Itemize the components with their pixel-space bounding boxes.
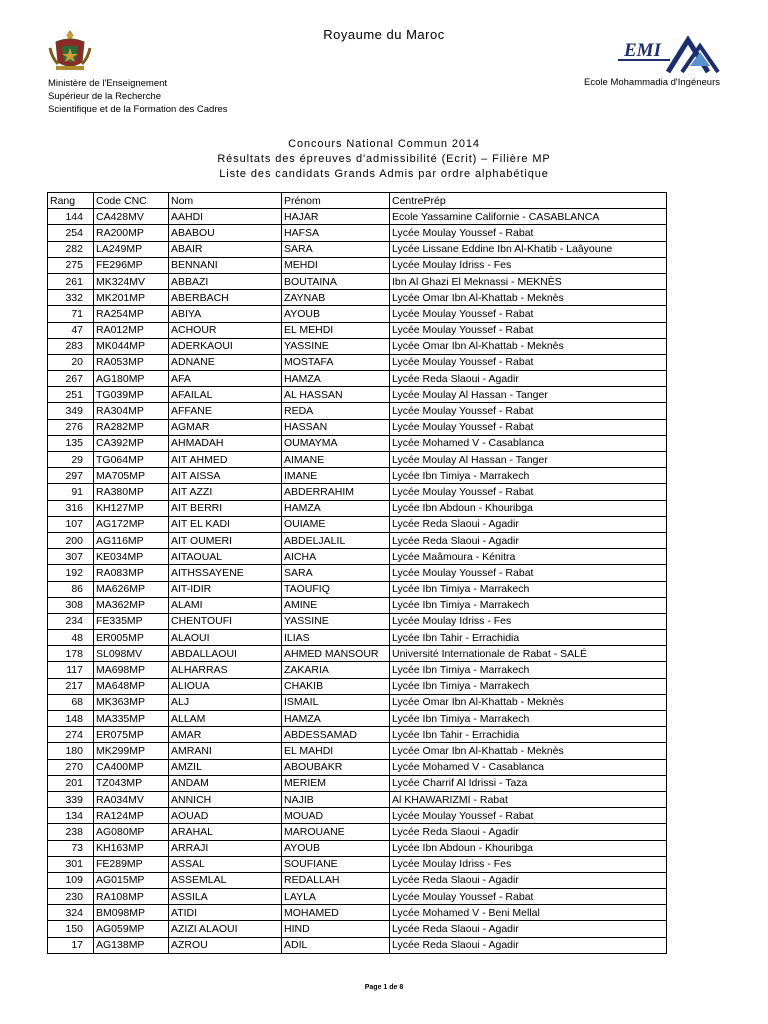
cell-centre: Lycée Ibn Tahir - Errachidia: [390, 630, 667, 646]
cell-code: RA304MP: [94, 403, 169, 419]
cell-nom: AOUAD: [169, 808, 282, 824]
cell-centre: Lycée Reda Slaoui - Agadir: [390, 937, 667, 953]
table-row: [48, 273, 667, 289]
cell-code: TG064MP: [94, 452, 169, 468]
cell-nom: AFFANE: [169, 403, 282, 419]
table-row: [48, 500, 667, 516]
cell-prenom: REDA: [282, 403, 390, 419]
cell-centre: Lycée Lissane Eddine Ibn Al-Khatib - Laâyoune: [390, 241, 667, 257]
cell-centre: Lycée Moulay Youssef - Rabat: [390, 225, 667, 241]
cell-prenom: HAJAR: [282, 209, 390, 225]
cell-nom: ARAHAL: [169, 824, 282, 840]
table-body: [48, 209, 667, 954]
cell-prenom: OUMAYMA: [282, 435, 390, 451]
table-row: [48, 516, 667, 532]
cell-rank: 148: [48, 711, 94, 727]
cell-prenom: LAYLA: [282, 889, 390, 905]
cell-prenom: IMANE: [282, 468, 390, 484]
cell-rank: 274: [48, 727, 94, 743]
cell-code: MK324MV: [94, 273, 169, 289]
cell-code: RA124MP: [94, 808, 169, 824]
cell-nom: AIT AISSA: [169, 468, 282, 484]
cell-code: RA254MP: [94, 306, 169, 322]
cell-centre: Lycée Moulay Al Hassan - Tanger: [390, 387, 667, 403]
cell-nom: AFA: [169, 371, 282, 387]
cell-rank: 47: [48, 322, 94, 338]
cell-prenom: HAMZA: [282, 500, 390, 516]
cell-centre: Lycée Omar Ibn Al-Khattab - Meknès: [390, 743, 667, 759]
cell-centre: Lycée Reda Slaoui - Agadir: [390, 532, 667, 548]
cell-nom: ASSAL: [169, 856, 282, 872]
cell-centre: Lycée Ibn Timiya - Marrakech: [390, 678, 667, 694]
cell-prenom: HAMZA: [282, 371, 390, 387]
cell-centre: Lycée Moulay Idriss - Fes: [390, 856, 667, 872]
cell-centre: Lycée Moulay Youssef - Rabat: [390, 565, 667, 581]
cell-nom: AMRANI: [169, 743, 282, 759]
cell-code: AG172MP: [94, 516, 169, 532]
cell-centre: Lycée Mohamed V - Beni Mellal: [390, 905, 667, 921]
table-row: [48, 630, 667, 646]
cell-centre: Lycée Moulay Youssef - Rabat: [390, 808, 667, 824]
cell-rank: 308: [48, 597, 94, 613]
cell-code: MA705MP: [94, 468, 169, 484]
cell-rank: 234: [48, 613, 94, 629]
table-header-row: [48, 193, 667, 209]
cell-centre: Lycée Moulay Youssef - Rabat: [390, 306, 667, 322]
table-row: [48, 727, 667, 743]
cell-centre: Lycée Ibn Timiya - Marrakech: [390, 711, 667, 727]
cell-nom: ANDAM: [169, 775, 282, 791]
cell-prenom: SARA: [282, 565, 390, 581]
cell-centre: Lycée Reda Slaoui - Agadir: [390, 921, 667, 937]
cell-nom: AIT EL KADI: [169, 516, 282, 532]
cell-prenom: MEHDI: [282, 257, 390, 273]
cell-rank: 86: [48, 581, 94, 597]
cell-prenom: AICHA: [282, 549, 390, 565]
cell-prenom: MAROUANE: [282, 824, 390, 840]
cell-nom: ALHARRAS: [169, 662, 282, 678]
cell-prenom: ABDESSAMAD: [282, 727, 390, 743]
cell-rank: 201: [48, 775, 94, 791]
cell-rank: 276: [48, 419, 94, 435]
table-row: [48, 937, 667, 953]
table-row: [48, 905, 667, 921]
cell-prenom: ZAYNAB: [282, 290, 390, 306]
cell-centre: Lycée Maâmoura - Kénitra: [390, 549, 667, 565]
cell-nom: AIT AZZI: [169, 484, 282, 500]
table-row: [48, 662, 667, 678]
cell-centre: Lycée Moulay Youssef - Rabat: [390, 403, 667, 419]
cell-centre: Lycée Ibn Abdoun - Khouribga: [390, 500, 667, 516]
cell-centre: Lycée Mohamed V - Casablanca: [390, 759, 667, 775]
cell-code: LA249MP: [94, 241, 169, 257]
cell-code: ER075MP: [94, 727, 169, 743]
cell-code: SL098MV: [94, 646, 169, 662]
page-number: Page 1 de 8: [364, 984, 404, 991]
cell-code: KH127MP: [94, 500, 169, 516]
cell-centre: Lycée Moulay Youssef - Rabat: [390, 889, 667, 905]
cell-rank: 178: [48, 646, 94, 662]
cell-prenom: ISMAIL: [282, 694, 390, 710]
cell-centre: Lycée Moulay Youssef - Rabat: [390, 322, 667, 338]
cell-code: TG039MP: [94, 387, 169, 403]
cell-rank: 68: [48, 694, 94, 710]
cell-code: MA698MP: [94, 662, 169, 678]
column-header-centre: CentrePrép: [390, 193, 667, 209]
cell-rank: 29: [48, 452, 94, 468]
cell-nom: AITAOUAL: [169, 549, 282, 565]
cell-code: AG015MP: [94, 872, 169, 888]
cell-nom: AZIZI ALAOUI: [169, 921, 282, 937]
table-row: [48, 856, 667, 872]
cell-rank: 48: [48, 630, 94, 646]
cell-nom: ALAOUI: [169, 630, 282, 646]
table-row: [48, 775, 667, 791]
cell-centre: Lycée Ibn Tahir - Errachidia: [390, 727, 667, 743]
cell-prenom: AYOUB: [282, 840, 390, 856]
cell-nom: AIT BERRI: [169, 500, 282, 516]
cell-nom: AMZIL: [169, 759, 282, 775]
cell-nom: ARRAJI: [169, 840, 282, 856]
cell-code: MK363MP: [94, 694, 169, 710]
cell-code: CA400MP: [94, 759, 169, 775]
cell-nom: AIT AHMED: [169, 452, 282, 468]
cell-rank: 270: [48, 759, 94, 775]
cell-nom: ABERBACH: [169, 290, 282, 306]
cell-nom: AZROU: [169, 937, 282, 953]
cell-code: MK201MP: [94, 290, 169, 306]
cell-rank: 91: [48, 484, 94, 500]
table-row: [48, 549, 667, 565]
cell-prenom: AYOUB: [282, 306, 390, 322]
cell-rank: 107: [48, 516, 94, 532]
cell-code: RA083MP: [94, 565, 169, 581]
cell-rank: 283: [48, 338, 94, 354]
cell-rank: 297: [48, 468, 94, 484]
cell-prenom: MOUAD: [282, 808, 390, 824]
cell-nom: ASSEMLAL: [169, 872, 282, 888]
school-name: Ecole Mohammadia d'Ingéneurs: [584, 77, 720, 88]
table-row: [48, 322, 667, 338]
cell-prenom: AHMED MANSOUR: [282, 646, 390, 662]
cell-prenom: MERIEM: [282, 775, 390, 791]
cell-nom: AHMADAH: [169, 435, 282, 451]
column-header-code: Code CNC: [94, 193, 169, 209]
table-row: [48, 354, 667, 370]
cell-prenom: EL MEHDI: [282, 322, 390, 338]
cell-prenom: MOHAMED: [282, 905, 390, 921]
cell-centre: Lycée Ibn Timiya - Marrakech: [390, 581, 667, 597]
cell-code: MK299MP: [94, 743, 169, 759]
document-titles: [0, 137, 768, 182]
cell-prenom: HASSAN: [282, 419, 390, 435]
table-row: [48, 889, 667, 905]
cell-rank: 180: [48, 743, 94, 759]
cell-prenom: HAFSA: [282, 225, 390, 241]
table-row: [48, 257, 667, 273]
cell-rank: 230: [48, 889, 94, 905]
cell-rank: 200: [48, 532, 94, 548]
table-row: [48, 565, 667, 581]
cell-prenom: OUIAME: [282, 516, 390, 532]
cell-code: MA648MP: [94, 678, 169, 694]
table-row: [48, 452, 667, 468]
table-row: [48, 484, 667, 500]
cell-centre: Lycée Reda Slaoui - Agadir: [390, 824, 667, 840]
cell-nom: AFAILAL: [169, 387, 282, 403]
cell-centre: Lycée Reda Slaoui - Agadir: [390, 872, 667, 888]
table-row: [48, 581, 667, 597]
cell-centre: Lycée Ibn Timiya - Marrakech: [390, 597, 667, 613]
cell-centre: Lycée Omar Ibn Al-Khattab - Meknès: [390, 290, 667, 306]
cell-code: RA012MP: [94, 322, 169, 338]
cell-centre: Lycée Mohamed V - Casablanca: [390, 435, 667, 451]
cell-nom: AGMAR: [169, 419, 282, 435]
cell-nom: AITHSSAYENE: [169, 565, 282, 581]
cell-rank: 73: [48, 840, 94, 856]
cell-centre: Université Internationale de Rabat - SALÉ: [390, 646, 667, 662]
cell-code: ER005MP: [94, 630, 169, 646]
cell-prenom: ADIL: [282, 937, 390, 953]
table-row: [48, 209, 667, 225]
cell-prenom: HIND: [282, 921, 390, 937]
table-row: [48, 840, 667, 856]
cell-code: RA380MP: [94, 484, 169, 500]
cell-nom: ABABOU: [169, 225, 282, 241]
cell-code: AG180MP: [94, 371, 169, 387]
contest-title: Concours National Commun 2014: [288, 138, 480, 150]
table-row: [48, 290, 667, 306]
cell-rank: 117: [48, 662, 94, 678]
table-row: [48, 613, 667, 629]
cell-rank: 17: [48, 937, 94, 953]
cell-prenom: AMINE: [282, 597, 390, 613]
cell-prenom: YASSINE: [282, 338, 390, 354]
cell-code: KH163MP: [94, 840, 169, 856]
cell-rank: 135: [48, 435, 94, 451]
cell-code: TZ043MP: [94, 775, 169, 791]
cell-prenom: HAMZA: [282, 711, 390, 727]
cell-centre: Lycée Moulay Youssef - Rabat: [390, 484, 667, 500]
cell-code: FE296MP: [94, 257, 169, 273]
cell-centre: Lycée Moulay Youssef - Rabat: [390, 354, 667, 370]
cell-code: MK044MP: [94, 338, 169, 354]
cell-rank: 134: [48, 808, 94, 824]
cell-prenom: ABDERRAHIM: [282, 484, 390, 500]
cell-prenom: TAOUFIQ: [282, 581, 390, 597]
cell-centre: Lycée Moulay Idriss - Fes: [390, 257, 667, 273]
table-row: [48, 435, 667, 451]
cell-code: AG080MP: [94, 824, 169, 840]
cell-rank: 71: [48, 306, 94, 322]
table-row: [48, 791, 667, 807]
table-row: [48, 808, 667, 824]
emi-logo-text: EMI: [624, 40, 661, 61]
ministry-name: Ministère de l'Enseignement Supérieur de la Recherche Scientifique et de la Formation des Cadres: [48, 78, 228, 115]
column-header-nom: Nom: [169, 193, 282, 209]
table-row: [48, 759, 667, 775]
cell-code: AG138MP: [94, 937, 169, 953]
cell-nom: AMAR: [169, 727, 282, 743]
cell-centre: Lycée Moulay Youssef - Rabat: [390, 419, 667, 435]
column-header-prenom: Prénom: [282, 193, 390, 209]
table-row: [48, 743, 667, 759]
cell-code: RA200MP: [94, 225, 169, 241]
cell-prenom: NAJIB: [282, 791, 390, 807]
cell-prenom: ABOUBAKR: [282, 759, 390, 775]
cell-rank: 332: [48, 290, 94, 306]
cell-code: BM098MP: [94, 905, 169, 921]
cell-rank: 254: [48, 225, 94, 241]
cell-rank: 238: [48, 824, 94, 840]
table-row: [48, 306, 667, 322]
cell-nom: ALAMI: [169, 597, 282, 613]
cell-prenom: AIMANE: [282, 452, 390, 468]
table-row: [48, 371, 667, 387]
cell-code: FE335MP: [94, 613, 169, 629]
cell-prenom: SOUFIANE: [282, 856, 390, 872]
cell-centre: Lycée Reda Slaoui - Agadir: [390, 516, 667, 532]
cell-rank: 192: [48, 565, 94, 581]
cell-rank: 251: [48, 387, 94, 403]
table-row: [48, 694, 667, 710]
cell-nom: ADNANE: [169, 354, 282, 370]
cell-rank: 144: [48, 209, 94, 225]
table-row: [48, 872, 667, 888]
cell-nom: ANNICH: [169, 791, 282, 807]
table-row: [48, 403, 667, 419]
table-row: [48, 225, 667, 241]
cell-centre: Lycée Omar Ibn Al-Khattab - Meknès: [390, 338, 667, 354]
cell-code: AG116MP: [94, 532, 169, 548]
cell-code: MA362MP: [94, 597, 169, 613]
cell-prenom: EL MAHDI: [282, 743, 390, 759]
cell-rank: 316: [48, 500, 94, 516]
cell-nom: AIT-IDIR: [169, 581, 282, 597]
cell-centre: Lycée Ibn Abdoun - Khouribga: [390, 840, 667, 856]
cell-prenom: MOSTAFA: [282, 354, 390, 370]
cell-nom: BENNANI: [169, 257, 282, 273]
cell-nom: ASSILA: [169, 889, 282, 905]
cell-nom: CHENTOUFI: [169, 613, 282, 629]
cell-code: RA282MP: [94, 419, 169, 435]
results-title: Résultats des épreuves d'admissibilité (Ecrit) – Filière MP: [217, 153, 551, 165]
cell-nom: ABDALLAOUI: [169, 646, 282, 662]
cell-rank: 301: [48, 856, 94, 872]
cell-nom: ABIYA: [169, 306, 282, 322]
cell-rank: 20: [48, 354, 94, 370]
cell-nom: ALJ: [169, 694, 282, 710]
table-row: [48, 387, 667, 403]
country-title: Royaume du Maroc: [323, 27, 445, 42]
table-row: [48, 646, 667, 662]
cell-centre: Lycée Reda Slaoui - Agadir: [390, 371, 667, 387]
cell-prenom: ILIAS: [282, 630, 390, 646]
table-row: [48, 678, 667, 694]
cell-prenom: AL HASSAN: [282, 387, 390, 403]
table-row: [48, 338, 667, 354]
table-row: [48, 597, 667, 613]
column-header-rank: Rang: [48, 193, 94, 209]
cell-prenom: ABDELJALIL: [282, 532, 390, 548]
table-row: [48, 468, 667, 484]
cell-prenom: ZAKARIA: [282, 662, 390, 678]
table-row: [48, 711, 667, 727]
cell-nom: ABBAZI: [169, 273, 282, 289]
table-row: [48, 532, 667, 548]
cell-centre: Lycée Omar Ibn Al-Khattab - Meknès: [390, 694, 667, 710]
cell-code: RA108MP: [94, 889, 169, 905]
cell-rank: 324: [48, 905, 94, 921]
cell-rank: 217: [48, 678, 94, 694]
cell-rank: 282: [48, 241, 94, 257]
cell-nom: ALIOUA: [169, 678, 282, 694]
cell-centre: Al KHAWARIZMI - Rabat: [390, 791, 667, 807]
cell-prenom: CHAKIB: [282, 678, 390, 694]
cell-centre: Ecole Yassamine Californie - CASABLANCA: [390, 209, 667, 225]
cell-rank: 307: [48, 549, 94, 565]
cell-code: MA335MP: [94, 711, 169, 727]
cell-centre: Lycée Moulay Idriss - Fes: [390, 613, 667, 629]
cell-prenom: YASSINE: [282, 613, 390, 629]
table-row: [48, 824, 667, 840]
cell-nom: AAHDI: [169, 209, 282, 225]
cell-code: CA428MV: [94, 209, 169, 225]
cell-centre: Lycée Charrif Al Idrissi - Taza: [390, 775, 667, 791]
cell-rank: 275: [48, 257, 94, 273]
emi-logo: [610, 32, 722, 74]
cell-nom: ALLAM: [169, 711, 282, 727]
cell-centre: Lycée Ibn Timiya - Marrakech: [390, 468, 667, 484]
cell-rank: 261: [48, 273, 94, 289]
cell-code: FE289MP: [94, 856, 169, 872]
cell-code: KE034MP: [94, 549, 169, 565]
cell-nom: ATIDI: [169, 905, 282, 921]
cell-rank: 109: [48, 872, 94, 888]
cell-nom: AIT OUMERI: [169, 532, 282, 548]
cell-rank: 267: [48, 371, 94, 387]
table-row: [48, 419, 667, 435]
cell-centre: Ibn Al Ghazi El Meknassi - MEKNÈS: [390, 273, 667, 289]
cell-centre: Lycée Moulay Al Hassan - Tanger: [390, 452, 667, 468]
royal-emblem-icon: [48, 28, 92, 72]
cell-prenom: REDALLAH: [282, 872, 390, 888]
cell-prenom: BOUTAINA: [282, 273, 390, 289]
cell-rank: 150: [48, 921, 94, 937]
cell-code: RA034MV: [94, 791, 169, 807]
cell-rank: 349: [48, 403, 94, 419]
cell-nom: ABAIR: [169, 241, 282, 257]
cell-code: MA626MP: [94, 581, 169, 597]
cell-rank: 339: [48, 791, 94, 807]
table-row: [48, 921, 667, 937]
list-title: Liste des candidats Grands Admis par ordre alphabétique: [219, 168, 549, 180]
cell-code: RA053MP: [94, 354, 169, 370]
cell-centre: Lycée Ibn Timiya - Marrakech: [390, 662, 667, 678]
cell-prenom: SARA: [282, 241, 390, 257]
table-row: [48, 241, 667, 257]
cell-code: AG059MP: [94, 921, 169, 937]
cell-nom: ADERKAOUI: [169, 338, 282, 354]
candidates-table: [47, 192, 667, 954]
cell-code: CA392MP: [94, 435, 169, 451]
cell-nom: ACHOUR: [169, 322, 282, 338]
